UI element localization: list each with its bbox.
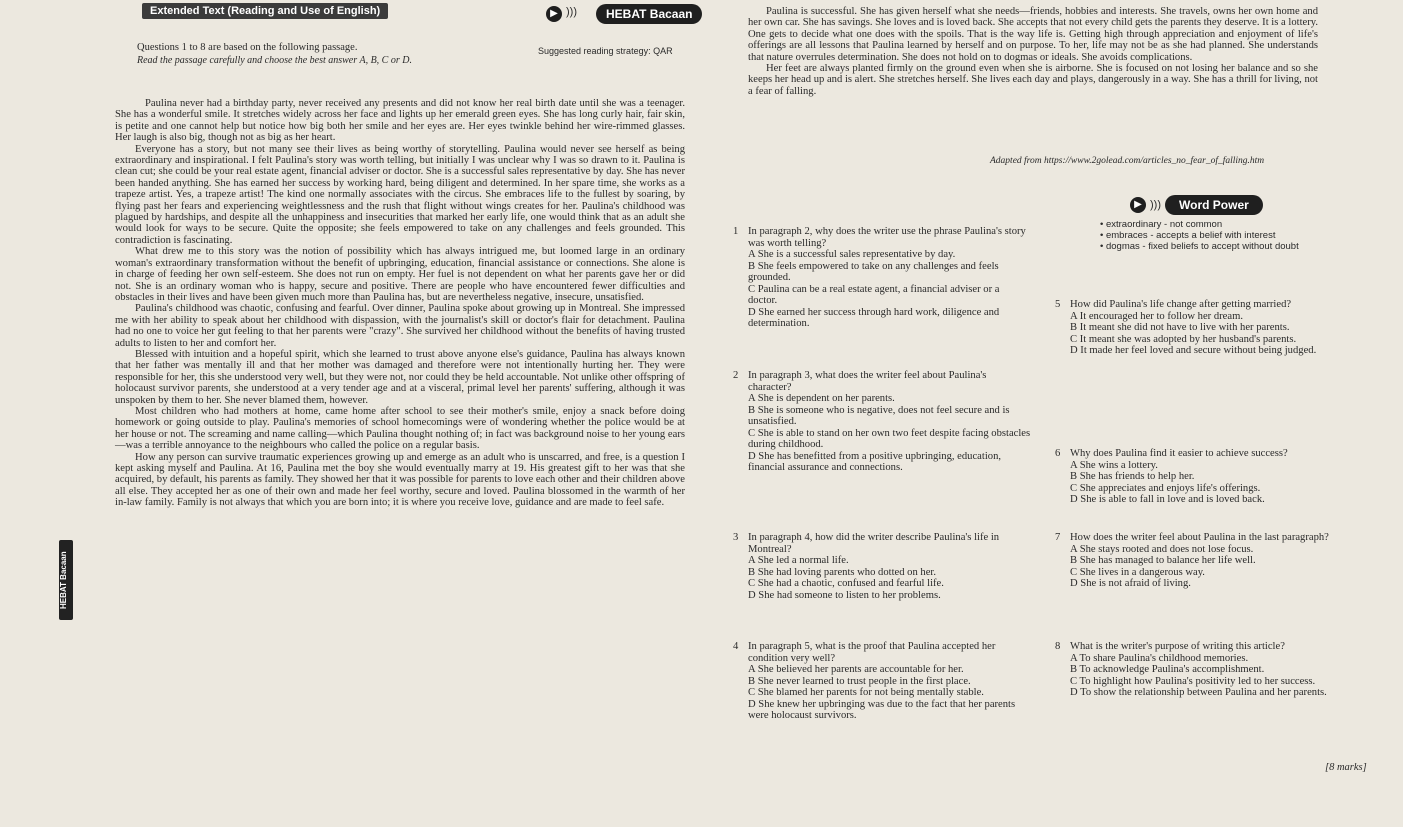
instruction: Read the passage carefully and choose the best answer A, B, C or D. <box>137 55 412 66</box>
word-power-item: • extraordinary - not common <box>1100 219 1223 230</box>
question-stem: How does the writer feel about Paulina in the last paragraph? <box>1070 532 1329 543</box>
word-power-title: Word Power <box>1165 195 1263 215</box>
question-7 <box>1055 532 1355 590</box>
word-power-list <box>1100 219 1400 252</box>
sound-waves-icon: ))) <box>566 6 577 18</box>
question-8 <box>1055 641 1355 699</box>
question-3 <box>733 532 1031 601</box>
passage-paragraph-3: What drew me to this story was the notion of possibility which has always intrigued me, but loomed large in an ordinary woman's extraordinary transformation without the benefit of upbringing, education, financial assistance or connections. She alone is in charge of feeding her own self-esteem. She does not run on empty. Her fuel is not dependent on what her parents gave her or did not. She is an ordinary woman who is happy, secure and positive. There are people who have encountered fewer difficulties and obstacles in their lives and have been given much more than Paulina has, but are nevertheless negative, insecure, unsatisfied. <box>115 246 685 303</box>
question-number: 4 <box>733 641 739 652</box>
option-b[interactable]: B She had loving parents who dotted on her. <box>748 566 937 578</box>
question-number: 8 <box>1055 641 1061 652</box>
option-d[interactable]: D She is able to fall in love and is loved back. <box>1070 494 1265 505</box>
option-a[interactable]: A She is a successful sales representative by day. <box>748 249 956 260</box>
option-c[interactable]: C She appreciates and enjoys life's offerings. <box>1070 482 1261 494</box>
reading-strategy: Suggested reading strategy: QAR <box>538 46 673 56</box>
question-number: 2 <box>733 370 739 381</box>
question-number: 5 <box>1055 299 1061 310</box>
option-a[interactable]: A It encouraged her to follow her dream. <box>1070 310 1243 322</box>
question-number: 1 <box>733 226 739 237</box>
passage-paragraph-1: Paulina never had a birthday party, never received any presents and did not know her real birth date until she was a teenager. She has a wonderful smile. It stretches widely across her face and lights up her emerald green eyes. She has long curly hair, fair skin, is petite and one cannot help but notice how big both her smile and her eyes are. Her eyes twinkle behind her wire-rimmed glasses. Her laugh is also big, though not as big as her heart. <box>115 98 685 144</box>
option-a[interactable]: A She stays rooted and does not lose focus. <box>1070 543 1254 555</box>
passage-paragraph-7: How any person can survive traumatic experiences growing up and emerge as an adult who is unscarred, and free, is a question I kept asking myself and Paulina. At 16, Paulina met the boy she would eventually marry at 19. His greatest gift to her was that she acquired, by default, his parents as family. They showed her that it was possible for parents to love each other and their children above all else. They accepted her as one of their own and made her feel worthy, secure and loved. Paulina blossomed in the warmth of her in-law family. Family is not always that which you are born into; it is where you receive love, guidance and are made to feel safe. <box>115 451 685 509</box>
option-d[interactable]: D She is not afraid of living. <box>1070 578 1191 589</box>
question-stem: How did Paulina's life change after getting married? <box>1070 299 1292 310</box>
source-citation: Adapted from https://www.2golead.com/articles_no_fear_of_falling.htm <box>990 156 1265 166</box>
question-stem: In paragraph 2, why does the writer use the phrase Paulina's story was worth telling? <box>748 226 1026 249</box>
option-b[interactable]: B It meant she did not have to live with her parents. <box>1070 322 1290 333</box>
option-d[interactable]: D It made her feel loved and secure without being judged. <box>1070 345 1317 356</box>
passage-paragraph-2: Everyone has a story, but not many see their lives as being worthy of storytelling. Paulina would never see herself as being extraordinary and inspirational. I felt Paulina's story was worth telling, but initially I was unclear why I was so drawn to it. Paulina is clean cut; she could be your real estate agent, financial adviser or doctor. She is a successful sales representative by day. She has never been handed anything. She has earned her success by working hard, being diligent and determined. In her spare time, she works as a trapeze artist. Yes, a trapeze artist! The kind one normally associates with the circus. She embraces life to the fullest by soaring, by flying past her fears and experiencing weightlessness and the rush that flight without wings creates for her. Paulina's childhood was plagued by hardships, and despite all the unhappiness and insecurities that marked her early life, one would think that as an adult she would look for ways to be secure. Quite the opposite; she feels empowered to take on any challenges and feels grounded. This contradiction is fascinating. <box>115 143 685 246</box>
option-b[interactable]: B She has managed to balance her life well. <box>1070 555 1256 566</box>
option-c[interactable]: C Paulina can be a real estate agent, a financial adviser or a doctor. <box>748 283 1000 306</box>
question-stem: In paragraph 5, what is the proof that Paulina accepted her condition very well? <box>748 641 996 664</box>
audio-icon[interactable]: ▶ <box>546 6 562 22</box>
questions-intro: Questions 1 to 8 are based on the following passage. <box>137 42 358 53</box>
question-number: 7 <box>1055 532 1061 543</box>
option-a[interactable]: A She is dependent on her parents. <box>748 393 895 404</box>
question-stem: In paragraph 4, how did the writer describe Paulina's life in Montreal? <box>748 532 1000 555</box>
question-5 <box>1055 299 1345 357</box>
question-1 <box>733 226 1031 330</box>
option-c[interactable]: C She lives in a dangerous way. <box>1070 566 1205 578</box>
option-d[interactable]: D She earned her success through hard work, diligence and determination. <box>748 306 1000 329</box>
option-a[interactable]: A She led a normal life. <box>748 555 849 566</box>
option-c[interactable]: C She had a chaotic, confused and fearful life. <box>748 578 944 589</box>
section-title: Extended Text (Reading and Use of English) <box>142 3 388 19</box>
option-b[interactable]: B She has friends to help her. <box>1070 471 1195 482</box>
option-c[interactable]: C She is able to stand on her own two feet despite facing obstacles during childhood. <box>748 427 1031 450</box>
passage-paragraph-5: Blessed with intuition and a hopeful spirit, which she learned to trust above anyone else's guidance, Paulina has always known that her father was mentally ill and that her mother was damaged and therefore were not intentionally hurting her. They were responsible for her, this she understood very well, but they were not, nor could they be held accountable. Not unlike other offspring of holocaust survivor parents, she understood at a very tender age and at a visceral, primal level her parents' suffering, although it was unspoken by them to her. She never blamed them, however. <box>115 348 685 406</box>
brand-tag: HEBAT Bacaan <box>596 4 702 24</box>
play-icon[interactable]: ▶ <box>1130 197 1146 213</box>
word-power-item: • dogmas - fixed beliefs to accept without doubt <box>1100 241 1299 252</box>
option-c[interactable]: C It meant she was adopted by her husband's parents. <box>1070 333 1297 345</box>
question-number: 6 <box>1055 448 1061 459</box>
word-power-header <box>1130 195 1263 215</box>
option-a[interactable]: A To share Paulina's childhood memories. <box>1070 652 1249 664</box>
passage-paragraph-8: Paulina is successful. She has given herself what she needs—friends, hobbies and interests. She travels, owns her own home and her own car. She has savings. She loves and is loved back. She accepts that not every child gets the parents they deserve. It is a lottery. One gets to decide what one does with the spoils. That is the way life is. Getting high through appreciation and enjoyment of life's offerings are all lessons that Paulina learned by herself and on purpose. To her, life may not be as she had planned. She understands that nature overrules determination. She does not hold on to dogmas or ideals. She avoids complications. <box>748 6 1318 63</box>
marks-label: [8 marks] <box>1325 762 1367 773</box>
option-b[interactable]: B She feels empowered to take on any challenges and feels grounded. <box>748 260 999 283</box>
question-2 <box>733 370 1031 474</box>
passage-paragraph-9: Her feet are always planted firmly on the ground even when she is airborne. She is focused on not losing her balance and so she keeps her head up and is alert. She stretches herself. She lives each day and plays, dangerously in a way. She has a thrill for living, not a fear of falling. <box>748 63 1318 97</box>
question-4 <box>733 641 1031 722</box>
option-b[interactable]: B She is someone who is negative, does not feel secure and is unsatisfied. <box>748 404 1010 427</box>
sound-waves-icon: ))) <box>1150 199 1161 211</box>
option-d[interactable]: D She had someone to listen to her problems. <box>748 589 941 601</box>
passage-paragraph-6: Most children who had mothers at home, came home after school to see their mother's smile, enjoy a snack before doing homework or going outside to play. Paulina's memories of school homecomings were of wondering whether the police would be at her house or not. The screaming and name calling—which Paulina thought nothing of; in fact was background noise to her young ears—was a terrible annoyance to the neighbours who called the police on a regular basis. <box>115 405 685 452</box>
option-b[interactable]: B To acknowledge Paulina's accomplishment. <box>1070 664 1265 675</box>
option-d[interactable]: D She knew her upbringing was due to the fact that her parents were holocaust survivors. <box>748 698 1016 721</box>
passage-right-column <box>748 6 1318 97</box>
option-a[interactable]: A She wins a lottery. <box>1070 459 1158 471</box>
option-d[interactable]: D To show the relationship between Paulina and her parents. <box>1070 687 1327 698</box>
option-b[interactable]: B She never learned to trust people in the first place. <box>748 675 971 687</box>
question-6 <box>1055 448 1355 506</box>
passage-paragraph-4: Paulina's childhood was chaotic, confusing and fearful. Over dinner, Paulina spoke about growing up in Montreal. She impressed me with her ability to speak about her childhood with dispassion, with the journalist's skill or doctor's flair for detachment. Paulina had no one to voice her gut feeling to that her parents were "crazy". She survived her childhood without the benefits of having trusted adults to listen to her and comfort her. <box>115 303 685 349</box>
question-stem: Why does Paulina find it easier to achieve success? <box>1070 448 1288 459</box>
question-stem: In paragraph 3, what does the writer feel about Paulina's character? <box>748 370 987 393</box>
question-stem: What is the writer's purpose of writing this article? <box>1070 641 1285 652</box>
passage-left-column <box>115 98 685 509</box>
option-c[interactable]: C She blamed her parents for not being mentally stable. <box>748 687 984 698</box>
option-a[interactable]: A She believed her parents are accountable for her. <box>748 664 964 675</box>
option-c[interactable]: C To highlight how Paulina's positivity led to her success. <box>1070 675 1316 687</box>
question-number: 3 <box>733 532 739 543</box>
side-brand-tab: HEBAT Bacaan <box>59 540 73 620</box>
option-d[interactable]: D She has benefitted from a positive upbringing, education, financial assurance and connections. <box>748 450 1002 473</box>
word-power-item: • embraces - accepts a belief with interest <box>1100 230 1276 241</box>
